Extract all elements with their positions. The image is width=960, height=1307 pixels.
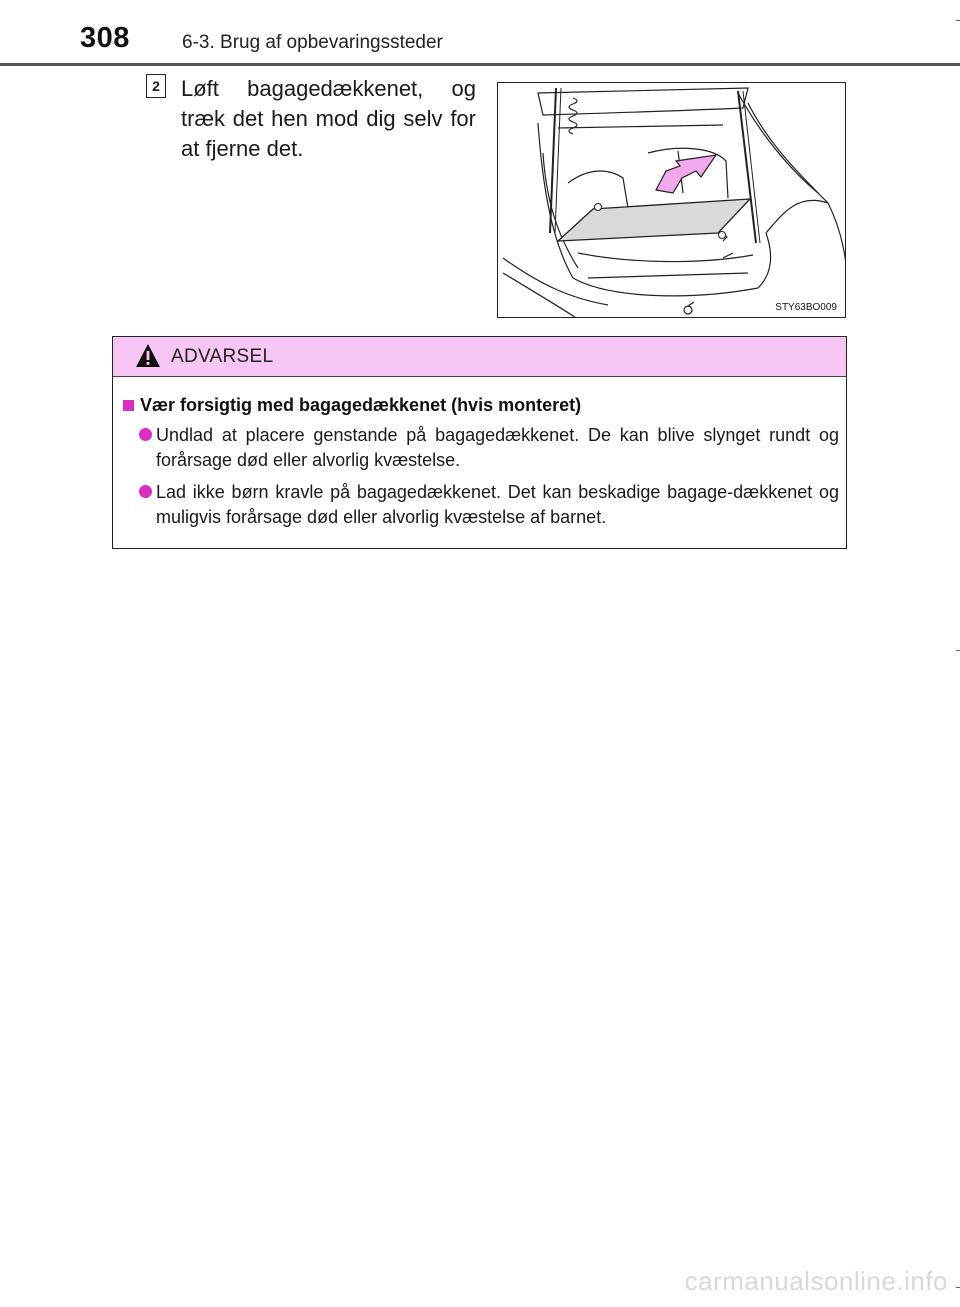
lift-arrow-icon — [656, 155, 716, 193]
warning-title: ADVARSEL — [171, 346, 274, 367]
warning-heading — [123, 395, 581, 416]
step-number-badge: 2 — [146, 74, 166, 98]
trunk-drawing — [498, 83, 846, 318]
car-trunk-illustration — [497, 82, 846, 318]
warning-header — [113, 337, 846, 377]
step-instruction: Løft bagagedækkenet, og træk det hen mod dig selv for at fjerne det. — [181, 76, 476, 161]
crop-mark — [956, 650, 960, 651]
watermark: carmanualsonline.info — [684, 1266, 948, 1296]
crop-mark — [956, 20, 960, 21]
warning-heading-text: Vær forsigtig med bagagedækkenet (hvis monteret) — [140, 395, 582, 415]
round-bullet-icon — [139, 428, 152, 441]
warning-triangle-icon — [135, 343, 161, 369]
page-number: 308 — [80, 22, 130, 54]
section-title: 6-3. Brug af opbevaringssteder — [182, 32, 443, 53]
figure-code: STY63BO009 — [775, 302, 837, 313]
warning-item-text: Lad ikke børn kravle på bagagedækkenet. Det kan beskadige bagage-dækkenet og muligvis forårsage død eller alvorlig kvæstelse af barnet. — [156, 482, 839, 527]
warning-item-text: Undlad at placere genstande på bagagedækkenet. De kan blive slynget rundt og forårsage død eller alvorlig kvæstelse. — [156, 425, 839, 470]
header-divider — [0, 63, 960, 66]
warning-item — [139, 423, 839, 473]
round-bullet-icon — [139, 485, 152, 498]
crop-mark — [956, 1287, 960, 1288]
warning-item — [139, 480, 839, 530]
square-bullet-icon — [123, 400, 134, 411]
warning-box — [112, 336, 847, 549]
